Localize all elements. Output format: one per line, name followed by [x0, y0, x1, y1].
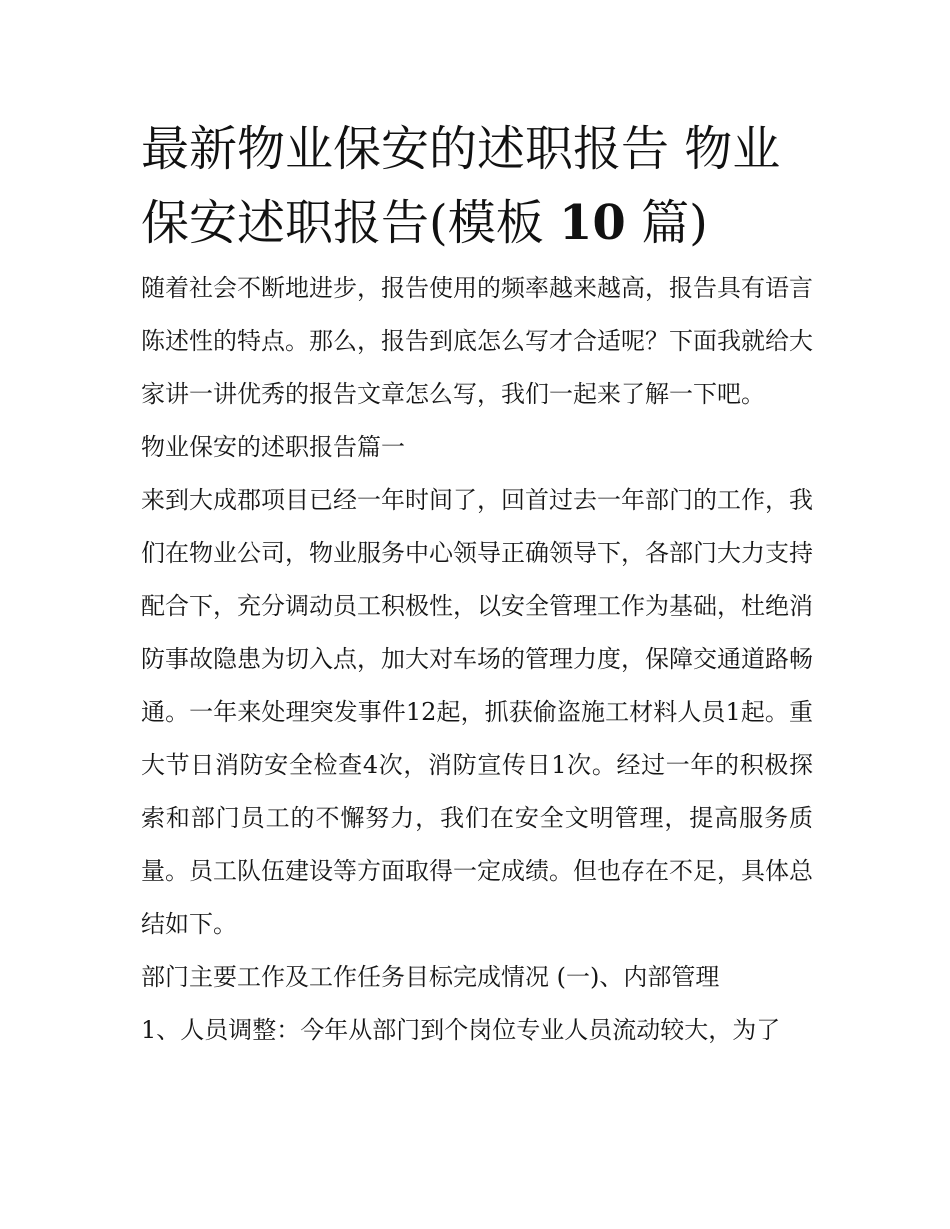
title-number: 10	[559, 195, 626, 251]
intro-paragraph: 随着社会不断地进步，报告使用的频率越来越高，报告具有语言陈述性的特点。那么，报告到底怎么写才合适呢？下面我就给大家讲一讲优秀的报告文章怎么写，我们一起来了解一下吧。	[141, 274, 813, 408]
list-item: 1、人员调整：今年从部门到个岗位专业人员流动较大，为了	[141, 1016, 781, 1044]
document-body	[141, 112, 813, 1057]
subsection-heading: 部门主要工作及工作任务目标完成情况 (一)、内部管理	[141, 963, 720, 991]
section-heading: 物业保安的述职报告篇一	[141, 433, 405, 461]
title-text: 最新物业保安的述职报告 物业保安述职报告(模板	[141, 121, 781, 251]
title-suffix: 篇)	[641, 195, 708, 251]
body-paragraph: 来到大成郡项目已经一年时间了，回首过去一年部门的工作，我们在物业公司，物业服务中心领导正确领导下，各部门大力支持配合下，充分调动员工积极性，以安全管理工作为基础，杜绝消防事故隐患为切入点，加大对车场的管理力度，保障交通道路畅通。一年来处理突发事件12起，抓获偷盗施工材料人员1起。重大节日消防安全检查4次，消防宣传日1次。经过一年的积极探索和部门员工的不懈努力，我们在安全文明管理，提高服务质量。员工队伍建设等方面取得一定成绩。但也存在不足，具体总结如下。	[141, 486, 813, 938]
document-title	[141, 112, 813, 260]
